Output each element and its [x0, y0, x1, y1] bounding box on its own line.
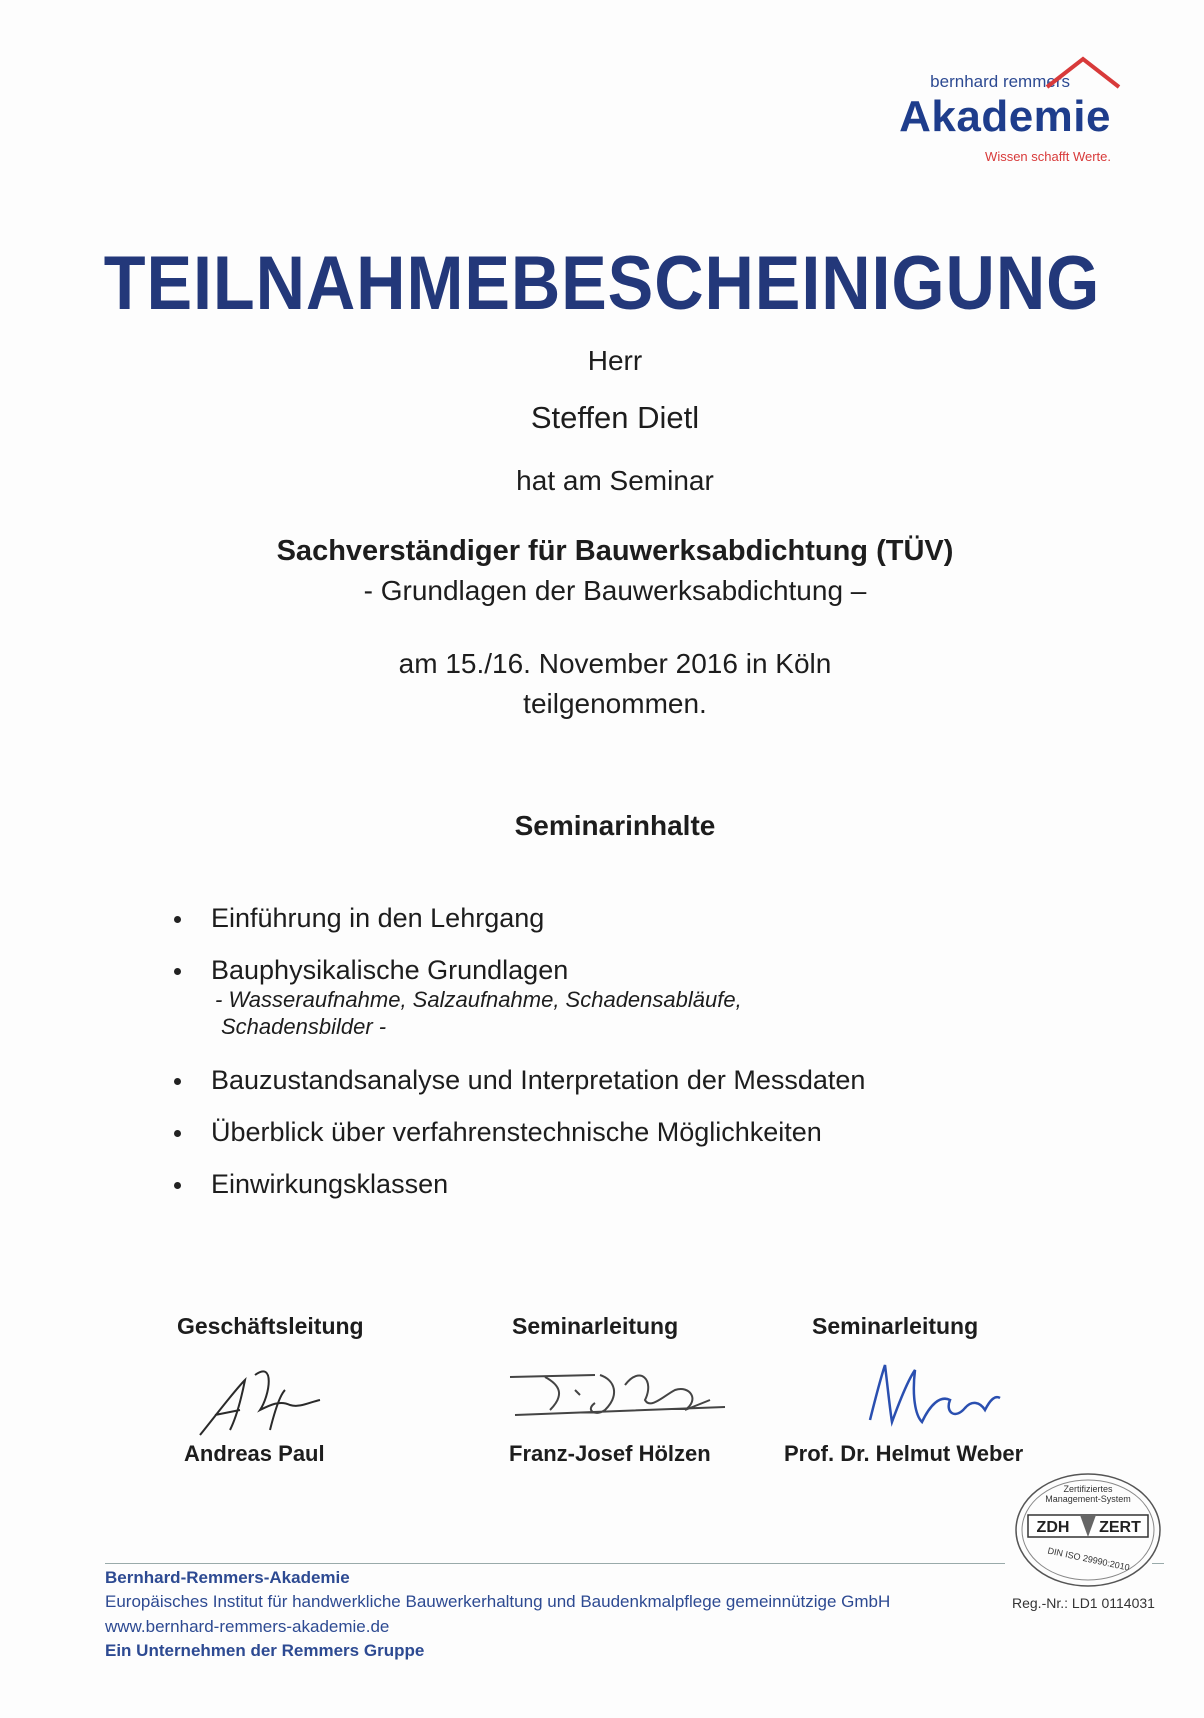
contents-list [174, 903, 1074, 1221]
bullet-icon [174, 1182, 181, 1189]
footer-group: Ein Unternehmen der Remmers Gruppe [105, 1641, 425, 1660]
logo-tagline: Wissen schafft Werte. [985, 149, 1111, 164]
zdh-zert-seal-icon [1008, 1470, 1168, 1592]
list-item-label: Überblick über verfahrenstechnische Möglichkeiten [211, 1117, 822, 1147]
seminar-title: Sachverständiger für Bauwerksabdichtung (TÜV) [276, 535, 954, 567]
closing-text: teilgenommen. [523, 688, 707, 719]
contents-heading: Seminarinhalte [514, 810, 716, 841]
seal-left-text: ZDH [1036, 1519, 1070, 1536]
bullet-icon [174, 916, 181, 923]
logo-small-text: bernhard remmers [930, 72, 1070, 91]
seal-top-text-2: Management-System [1045, 1494, 1131, 1504]
signature-role: Seminarleitung [512, 1313, 679, 1339]
list-item [174, 903, 1074, 955]
footer-divider [105, 1563, 1005, 1564]
signature-hoelzen-icon [505, 1355, 735, 1435]
list-item [174, 955, 1074, 1065]
bullet-icon [174, 1130, 181, 1137]
list-item [174, 1065, 1074, 1117]
bullet-icon [174, 968, 181, 975]
signature-paul-icon [180, 1350, 340, 1450]
bullet-icon [174, 1078, 181, 1085]
seal-right-text: ZERT [1099, 1519, 1141, 1536]
roof-icon [1043, 55, 1123, 95]
logo-wordmark: Akademie [899, 92, 1111, 141]
list-item-label: Bauzustandsanalyse und Interpretation der Messdaten [211, 1065, 866, 1095]
list-item-label: Bauphysikalische Grundlagen [211, 955, 569, 985]
seminar-date-location: am 15./16. November 2016 in Köln [398, 648, 832, 679]
list-item-label: Einwirkungsklassen [211, 1169, 449, 1199]
registration-number: Reg.-Nr.: LD1 0114031 [1012, 1595, 1155, 1611]
academy-logo [880, 55, 1160, 170]
signature-role: Geschäftsleitung [177, 1313, 364, 1339]
signatory-name: Franz-Josef Hölzen [509, 1441, 711, 1466]
footer-url[interactable]: www.bernhard-remmers-akademie.de [105, 1617, 390, 1636]
seal-bottom-text: DIN ISO 29990:2010 [1046, 1545, 1131, 1573]
signatory-name: Andreas Paul [184, 1441, 325, 1466]
signatory-name: Prof. Dr. Helmut Weber [784, 1441, 1024, 1466]
list-item-detail: - Wasseraufnahme, Salzaufnahme, Schadensabläufe, [215, 987, 742, 1012]
footer-description: Europäisches Institut für handwerkliche Bauwerkerhaltung und Baudenkmalpflege gemeinnützige GmbH [105, 1592, 891, 1611]
salutation: Herr [587, 345, 643, 376]
signature-weber-icon [860, 1350, 1010, 1440]
list-item-label: Einführung in den Lehrgang [211, 903, 545, 933]
list-item [174, 1169, 1074, 1221]
list-item [174, 1117, 1074, 1169]
intro-text: hat am Seminar [516, 465, 714, 496]
footer-org: Bernhard-Remmers-Akademie [105, 1568, 350, 1587]
seal-top-text: Zertifiziertes [1063, 1484, 1113, 1494]
list-item-detail: Schadensbilder - [221, 1014, 387, 1039]
signature-role: Seminarleitung [812, 1313, 979, 1339]
certificate-title: TEILNAHMEBESCHEINIGUNG [103, 241, 1101, 326]
seminar-subtitle: - Grundlagen der Bauwerksabdichtung – [363, 575, 867, 606]
participant-name: Steffen Dietl [530, 400, 700, 435]
